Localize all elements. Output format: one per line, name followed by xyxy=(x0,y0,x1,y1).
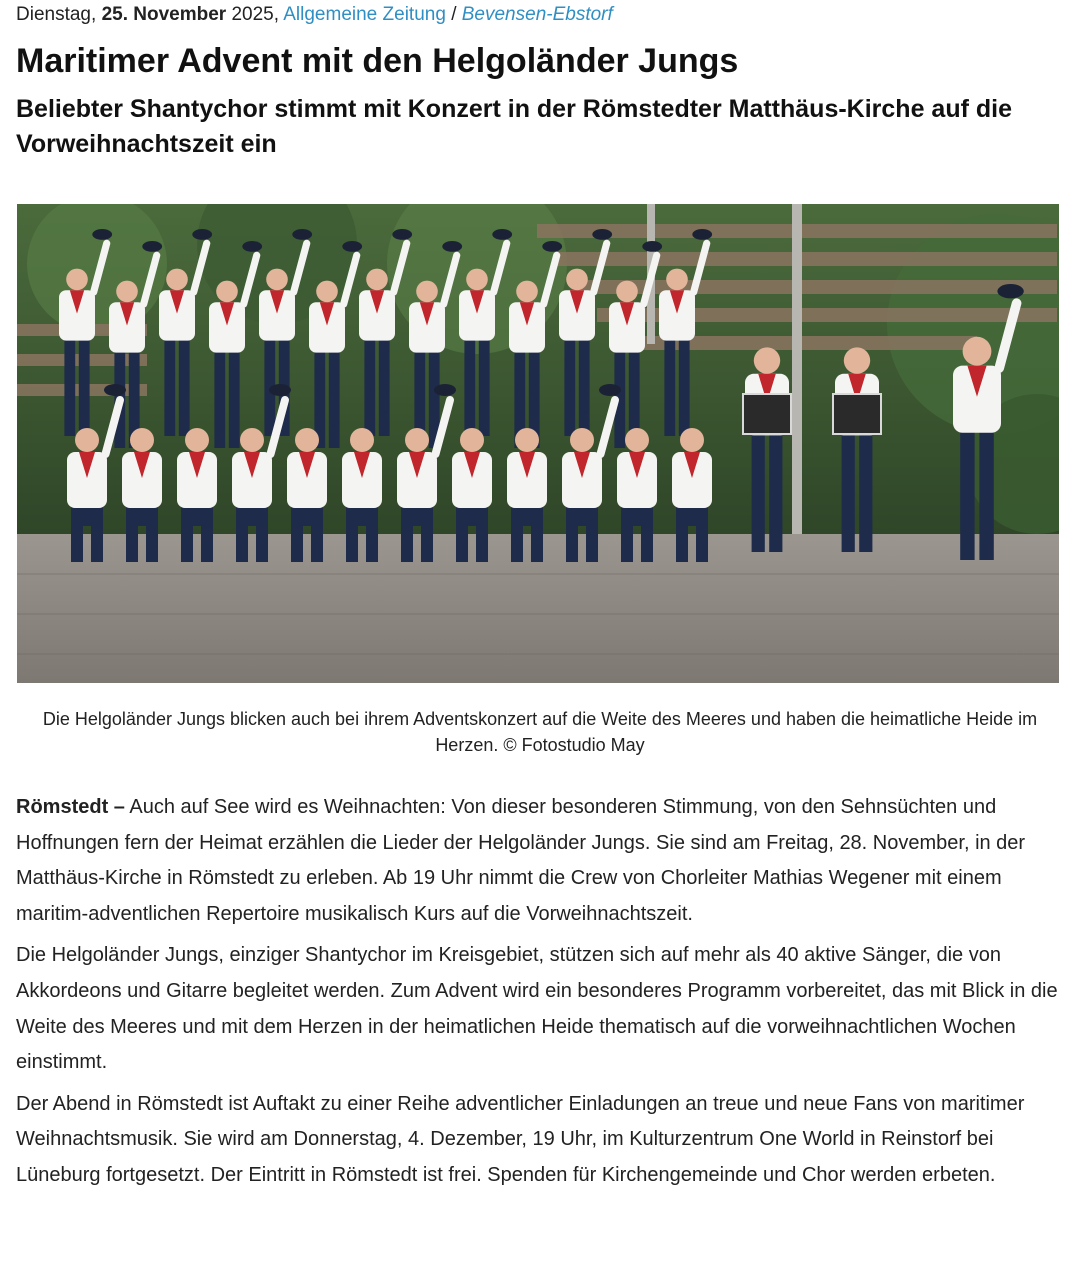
article-paragraph-3: Der Abend in Römstedt ist Auftakt zu einer Reihe adventlicher Einladungen an treue und neue Fans von maritimer Weihnachtsmusik. Sie wird am Donnerstag, 4. Dezember, 19 Uhr, im Kulturzentrum One World in Reinstorf bei Lüneburg fortgesetzt. Der Eintritt in Römstedt ist frei. Spenden für Kirchengemeinde und Chor werden erbeten. xyxy=(16,1092,1025,1186)
photo-caption: Die Helgoländer Jungs blicken auch bei ihrem Adventskonzert auf die Weite des Meeres und haben die heimatliche Heide im Herzen. © Fotostudio May xyxy=(42,709,1038,755)
dateline-weekday: Dienstag, xyxy=(16,4,97,25)
newspaper-link[interactable]: Allgemeine Zeitung xyxy=(283,4,446,25)
article-paragraph-1-text: Auch auf See wird es Weihnachten: Von dieser besonderen Stimmung, von den Sehnsüchten und Hoffnungen fern der Heimat erzählen die Lieder der Helgoländer Jungs. Sie sind am Freitag, 28. November, in der Matthäus-Kirche in Römstedt zu erleben. Ab 19 Uhr nimmt die Crew von Chorleiter Mathias Wegener mit einem maritim-adventlichen Repertoire musikalisch Kurs auf die Vorweihnachtszeit. xyxy=(16,796,1026,925)
choir-photo xyxy=(17,204,1059,683)
headline: Maritimer Advent mit den Helgoländer Jungs xyxy=(16,42,739,80)
article-body xyxy=(16,790,1062,1200)
dateline-date: 25. November xyxy=(101,4,227,25)
edition-link[interactable]: Bevensen-Ebstorf xyxy=(461,4,613,25)
article-paragraph-2: Die Helgoländer Jungs, einziger Shantychor im Kreisgebiet, stützen sich auf mehr als 40 aktive Sänger, die von Akkordeons und Gitarre begleitet werden. Zum Advent wird ein besonderes Programm vorbereitet, das mit Blick in die Weite des Meeres und mit dem Herzen in der heimatlichen Heide thematisch auf die vorweihnachtlichen Wochen einstimmt. xyxy=(16,944,1058,1074)
group-photo-icon xyxy=(17,204,1059,683)
dateline xyxy=(16,4,613,26)
dateline-year: 2025, xyxy=(231,4,280,25)
subheadline: Beliebter Shantychor stimmt mit Konzert in der Römstedter Matthäus-Kirche auf die Vorweihnachtszeit ein xyxy=(16,95,1012,158)
article-place: Römstedt – xyxy=(16,796,125,818)
dateline-separator: / xyxy=(451,4,457,25)
article-paragraph-1 xyxy=(16,790,1062,932)
